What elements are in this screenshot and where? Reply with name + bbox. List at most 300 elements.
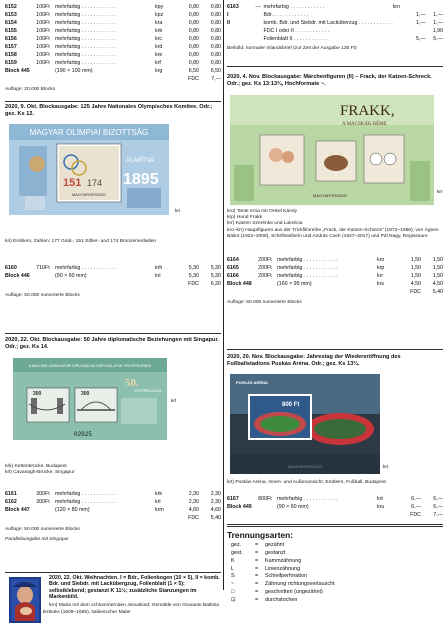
stamp-number: 6155 [5, 28, 17, 34]
price-used: 0,80 [210, 4, 221, 10]
price-mint: 5,30 [188, 265, 199, 271]
diplomatic-block-image [13, 358, 167, 440]
price-used: 1,— [433, 12, 443, 18]
stadium-list [227, 495, 443, 519]
leader-dots: . . . . . . . . . . . . [80, 36, 116, 42]
face-value: 100 [36, 28, 45, 34]
fairytale-caption-line: kro) Tante Irma mit Onkel Károly [227, 209, 298, 214]
leader-dots: . . . . . . . . . . . . [80, 20, 116, 26]
stamp-number: 6167 [227, 496, 239, 502]
face-value: 100 [36, 12, 45, 18]
currency: — [255, 4, 261, 10]
motif-code [393, 27, 409, 35]
block-445-section [5, 3, 221, 93]
fdc-price: 5,40 [432, 289, 443, 295]
block-number: Block 448 [227, 281, 252, 287]
price-mint: 0,80 [188, 12, 199, 18]
stadium-face: 800 Ft [282, 402, 300, 408]
stamp-description [264, 35, 393, 43]
price-mint: 6,— [411, 496, 421, 502]
stamp-row [227, 19, 443, 27]
separator [227, 349, 443, 350]
block-size: (120 × 80 mm) [55, 507, 90, 513]
price-mint: 0,80 [188, 36, 199, 42]
fairytale-list [227, 256, 443, 306]
olympic-section [5, 104, 221, 117]
block-size: (90 × 60 mm) [277, 504, 309, 510]
fairytale-country: MAGYARORSZÁG [313, 193, 347, 198]
legend-equals: = [255, 557, 259, 564]
motif-code: kru [377, 504, 385, 510]
legend-symbol: □ [231, 589, 235, 596]
price-used: 5,— [433, 36, 443, 42]
description-text: mehrfarbig [55, 491, 81, 497]
fdc-label: FDC [410, 289, 421, 295]
price-mint: 1,— [416, 12, 426, 18]
face-value [246, 35, 255, 43]
fdc-row [5, 75, 221, 83]
stamp-row [5, 27, 221, 35]
christmas-section [49, 575, 221, 616]
currency: Ft [45, 28, 50, 34]
legend-section [227, 530, 443, 605]
spacer [227, 288, 377, 296]
christmas-stamp-image [9, 577, 41, 623]
stamp-number: 6164 [227, 257, 239, 263]
legend-symbol: ⊡ [231, 596, 236, 603]
motif-code [393, 19, 409, 27]
motif-code: kra [155, 20, 163, 26]
block-row [5, 67, 221, 75]
currency [255, 35, 263, 43]
stamp-description [55, 27, 155, 35]
stamp-row [227, 3, 443, 11]
diplomatic-header: 2020, 22. Okt. Blockausgabe: 50 Jahre diplomatische Beziehungen mit Singapur. Odr.; gez. Ks 14. [5, 337, 219, 350]
price-used: 1,90 [432, 28, 443, 34]
leader-dots: . . . . . . . . . . . . [80, 4, 116, 10]
stamp-row [5, 498, 221, 506]
stamp-description [264, 3, 393, 11]
legend-text: Schleifperforation [265, 573, 307, 580]
fairytale-subtitle: A MACSKÁK RÉME [342, 122, 387, 127]
block-size: (90 × 60 mm) [55, 273, 87, 279]
description-text: mehrfarbig [55, 28, 81, 34]
motif-code: krl [155, 499, 161, 505]
stamp-number [227, 35, 246, 43]
olympic-country: MAGYARORSZÁG [72, 192, 106, 197]
legend-equals: = [255, 596, 259, 603]
price-mint: 6,50 [188, 68, 199, 74]
stamp-description [55, 19, 155, 27]
block-row [227, 503, 443, 511]
price-mint: 4,50 [410, 281, 421, 287]
face-value [246, 27, 255, 35]
fdc-label: FDC [188, 76, 199, 82]
description-text: mehrfarbig [55, 20, 81, 26]
motif-code: krt [377, 496, 383, 502]
currency: Ft [45, 499, 50, 505]
description-text: mehrfarbig [55, 4, 81, 10]
block-row [227, 280, 443, 288]
block-number: Block 446 [5, 273, 30, 279]
legend-row [227, 558, 335, 566]
leader-dots: . . . . . . . . . . . . [288, 4, 325, 10]
face-value [246, 19, 255, 27]
description-text: mehrfarbig [277, 496, 303, 502]
price-mint: 0,80 [188, 28, 199, 34]
stamp-number: 6157 [5, 44, 17, 50]
diplomatic-kri: krl [171, 399, 177, 404]
stamp-row [227, 35, 443, 43]
stamp-description [264, 27, 393, 35]
price-mint: 1,— [416, 20, 426, 26]
stamp-row [227, 27, 443, 35]
description-text: mehrfarbig [55, 36, 81, 42]
block-row [5, 272, 221, 280]
stadium-caption: krt) Puskás Aréna, Innen- und Außenansicht, Emblem, Fußball, Budapest [227, 480, 386, 485]
stamp-description [55, 43, 155, 51]
price-mint: 2,30 [188, 499, 199, 505]
legend-text: Kammzähnung [265, 557, 302, 564]
fdc-price: 6,20 [210, 281, 221, 287]
stamp-number: 6152 [5, 4, 17, 10]
diplomatic-caption-line: krl) Cavanagh-Brücke, Singapur [5, 470, 75, 476]
price-mint: 4,60 [188, 507, 199, 513]
fdc-label: FDC [410, 512, 421, 518]
currency: Ft [267, 265, 272, 271]
stamp-row [227, 11, 443, 19]
stamp-description [55, 3, 155, 11]
leader-dots: . . . . . . . . . . . . [80, 265, 116, 271]
stamp-description [277, 264, 377, 272]
price-mint: 1,50 [410, 265, 421, 271]
face-value: 100 [36, 60, 45, 66]
block-number: Block 449 [227, 504, 252, 510]
fdc-price: 7,— [433, 512, 443, 518]
stamp-row [5, 51, 221, 59]
legend-equals: = [255, 581, 259, 588]
face-value: 100 [36, 4, 45, 10]
price-used: 6,— [433, 496, 443, 502]
price-mint: 1,50 [410, 257, 421, 263]
fdc-row [227, 288, 443, 296]
legend-row [227, 550, 335, 558]
stamp-row [227, 264, 443, 272]
description-text: mehrfarbig [55, 499, 81, 505]
legend-row [227, 589, 335, 597]
face-value [246, 11, 255, 19]
currency: Ft [45, 20, 50, 26]
description-text: mehrfarbig [55, 52, 81, 58]
christmas-cont-note: Beifolld: normaler Inlandsbrief (zur Zeit der Ausgabe 135 Ft) [227, 46, 357, 51]
stamp-row [5, 19, 221, 27]
legend-equals: = [255, 550, 259, 557]
price-mint: 0,80 [188, 52, 199, 58]
price-mint: 5,— [416, 36, 426, 42]
column-divider [223, 0, 224, 590]
christmas-header: 2020, 22. Okt. Weihnachten. I = Bdr., Folienbogen (10 × 5), II = komb. Bdr. und Siebdr. mit Lackübergzug, Folienblatt (1 × 5); selbstklebend; gestanzt K 11½; zusätzliche Stanzungen im Markenbild. [49, 575, 220, 601]
fairytale-caption-line: krp) Hund Frakk [227, 215, 263, 221]
description-text: Bdr. [263, 12, 273, 18]
stamp-row [5, 3, 221, 11]
christmas-kri: krn [43, 610, 50, 615]
price-used: 5,30 [210, 265, 221, 271]
price-mint: 0,80 [188, 44, 199, 50]
currency: Ft [45, 36, 50, 42]
leader-dots: . . . . . . . . . . . . [272, 12, 309, 18]
legend-row [227, 573, 335, 581]
motif-code: krg [155, 68, 163, 74]
stamp-description [55, 498, 155, 506]
price-used: 5,30 [210, 273, 221, 279]
motif-code: krs [377, 281, 385, 287]
legend-equals: = [255, 542, 259, 549]
olympic-title-text: MAGYAR OLIMPIAI BIZOTTSÁG [29, 128, 149, 137]
stamp-number: 6165 [227, 265, 239, 271]
price-mint: 5,30 [188, 273, 199, 279]
stamp-description [55, 490, 155, 498]
description-text: komb. Bdr. und Siebdr. mit Lacküberzug [263, 20, 358, 26]
motif-code [393, 11, 409, 19]
price-mint: 0,80 [188, 60, 199, 66]
stamp-row [5, 35, 221, 43]
stadium-section [227, 354, 443, 367]
leader-dots: . . . . . . . . . . . . [80, 44, 116, 50]
legend-symbol: ~ [231, 581, 235, 588]
face-value: 800 [258, 496, 267, 502]
fairytale-caption [227, 209, 443, 240]
price-used: 0,80 [210, 60, 221, 66]
description-text: mehrfarbig [55, 60, 81, 66]
olympic-year: 1895 [123, 171, 159, 188]
stamp-description [55, 264, 155, 272]
leader-dots: . . . . . . . . . . . . [80, 499, 116, 505]
fdc-price: 7,— [211, 76, 221, 82]
legend-text: Linienzähnung [265, 565, 301, 572]
face-value: 100 [36, 52, 45, 58]
face-value: 200 [258, 257, 267, 263]
motif-code: krd [155, 44, 163, 50]
currency: Ft [45, 4, 50, 10]
block-number: Block 445 [5, 68, 30, 74]
stamp-description [277, 495, 377, 503]
leader-dots: . . . . . . . . . . . . [80, 12, 116, 18]
price-mint [409, 27, 426, 35]
motif-code: kro [377, 257, 385, 263]
stamp-number: I [227, 12, 229, 18]
motif-code: krc [155, 36, 163, 42]
fdc-label: FDC [188, 515, 199, 521]
block-number: Block 447 [5, 507, 30, 513]
legend-row [227, 597, 335, 605]
legend-equals: = [255, 573, 259, 580]
price-used: 2,30 [210, 491, 221, 497]
stamp-description [55, 11, 155, 19]
description-text: mehrfarbig [277, 273, 303, 279]
diplomatic-caption [5, 464, 221, 476]
legend-text: durchstochen [265, 596, 298, 603]
stamp-description [55, 35, 155, 43]
legend-title: Trennungsarten: [227, 530, 294, 540]
motif-code: kre [155, 52, 163, 58]
fairytale-block-image [230, 95, 434, 205]
face-value: 710 [36, 265, 45, 271]
description-text: mehrfarbig [55, 265, 81, 271]
description-text: mehrfarbig [55, 44, 81, 50]
olympic-n2: 174 [87, 178, 103, 188]
face-value: 200 [258, 265, 267, 271]
stamp-number: 6162 [5, 499, 17, 505]
legend-symbol: gest. [231, 550, 243, 557]
christmas-caption: krn) Maria mit dem schlummernden Jesuskind; Gemälde von Giovanni Battista Salvi (1609–1685), italienischer Maler [49, 603, 220, 615]
currency: Ft [267, 273, 272, 279]
stamp-number: 6166 [227, 273, 239, 279]
legend-row [227, 566, 335, 574]
stamp-description [277, 272, 377, 280]
motif-code: krm [155, 507, 164, 513]
price-used: 0,80 [210, 44, 221, 50]
diplomatic-caption-line: krk) Kettenbrücke, Budapest [5, 464, 67, 469]
description-text: mehrfarbig [263, 4, 289, 10]
stamp-description [55, 59, 155, 67]
stamp-row [5, 11, 221, 19]
legend-equals: = [255, 589, 259, 596]
separator [227, 66, 443, 67]
fdc-row [227, 511, 443, 519]
currency [255, 11, 263, 19]
description-text: Folienblatt II [263, 36, 293, 42]
price-mint: 2,30 [188, 491, 199, 497]
fairytale-note: Auflage: 50.000 numerierte Blocks [227, 300, 302, 305]
motif-code: krb [155, 28, 163, 34]
motif-code: kri [155, 273, 161, 279]
motif-code [393, 35, 409, 43]
motif-code: krk [155, 491, 163, 497]
price-used: 0,80 [210, 20, 221, 26]
leader-dots: . . . . . . . . . . . . [80, 60, 116, 66]
currency: Ft [45, 12, 50, 18]
price-used: 2,30 [210, 499, 221, 505]
leader-dots: . . . . . . . . . . . . [80, 28, 116, 34]
stadium-kri: krt [383, 465, 389, 470]
leader-dots: . . . . . . . . . . . . [302, 496, 338, 502]
block-row [5, 506, 221, 514]
separator [227, 526, 443, 527]
block-445-note: Auflage: 20.000 Blocks [5, 87, 56, 92]
diplomatic-list [5, 490, 221, 543]
legend-symbol: gez. [231, 542, 242, 549]
price-used: 1,50 [432, 257, 443, 263]
olympic-header: 2020, 9. Okt. Blockausgabe: 125 Jahre Nationales Olympisches Komitee. Odr.; gez. Ks 12. [5, 104, 213, 117]
diplomatic-parallel: Parallelausgabe mit Singapur [5, 537, 69, 543]
olympic-list [5, 264, 221, 299]
legend-symbol: L [231, 565, 234, 572]
currency: Ft [267, 257, 272, 263]
stamp-row [227, 256, 443, 264]
legend-row [227, 581, 335, 589]
stamp-number: 6159 [5, 60, 17, 66]
legend-equals: = [255, 565, 259, 572]
stamp-number: 6154 [5, 20, 17, 26]
description-text: mehrfarbig [277, 257, 303, 263]
leader-dots: . . . . . . . . . . . . [293, 28, 330, 34]
price-used: 4,50 [432, 281, 443, 287]
price-used: 1,50 [432, 273, 443, 279]
christmas-cont-section [227, 3, 443, 52]
price-used: 1,— [433, 20, 443, 26]
price-mint: 6,— [411, 504, 421, 510]
price-mint: 0,80 [188, 20, 199, 26]
fdc-price: 5,40 [210, 515, 221, 521]
legend-text: Zähnung richtungsvertauscht [265, 581, 335, 588]
currency: Ft [45, 491, 50, 497]
legend-symbol: S [231, 573, 235, 580]
price-used: 6,— [433, 504, 443, 510]
motif-code: krh [155, 265, 163, 271]
currency: Ft [45, 60, 50, 66]
block-size: (160 × 95 mm) [277, 281, 312, 287]
price-used: 6,50 [210, 68, 221, 74]
price-mint: 1,50 [410, 273, 421, 279]
leader-dots: . . . . . . . . . . . . [302, 257, 338, 263]
leader-dots: . . . . . . . . . . . . [302, 265, 338, 271]
stadium-header: 2020, 20. Nov. Blockausgabe: Jahrestag der Wiedereröffnung des Fußballstadions Puskás Aréna. Odr.; gez. Ks 13¾. [227, 354, 401, 367]
stamp-row [5, 43, 221, 51]
block-445-table [5, 3, 221, 83]
diplomatic-anniv: 50. [125, 377, 139, 389]
olympic-kri: kri [175, 209, 181, 214]
price-used: 0,80 [210, 28, 221, 34]
face-value: 300 [36, 499, 45, 505]
fdc-row [5, 280, 221, 288]
spacer [5, 514, 155, 522]
motif-code: kpz [155, 12, 164, 18]
motif-code: kpy [155, 4, 164, 10]
olympic-alapitva: ALAPÍTVA [126, 158, 155, 164]
stamp-row [5, 264, 221, 272]
spacer [5, 75, 155, 83]
leader-dots: . . . . . . . . . . . . [357, 20, 393, 26]
leader-dots: . . . . . . . . . . . . [80, 52, 116, 58]
block-size: (190 × 100 mm) [55, 68, 93, 74]
price-used: 0,80 [210, 12, 221, 18]
olympic-note: Auflage: 50.000 numerierte Blocks [5, 293, 80, 298]
motif-code: krr [377, 273, 384, 279]
separator [5, 333, 221, 334]
currency: Ft [267, 496, 272, 502]
stamp-description [55, 51, 155, 59]
stamp-number: 6163 [227, 4, 239, 10]
fairytale-caption-extra: kro–krr) Hauptfiguren aus der Trickfilmreihe „Frack, der Katzen-Schreck“ (1972–1986); von Ágnes Bálint (1922–2008), Schriftstellerin und András Cseh (1927–2017) und Pál Nagy, Regisseure [227, 227, 439, 239]
fairytale-caption-line: krr) Katzen Szerénke und Lukrécia [227, 221, 303, 227]
diplomatic-face-2: 300 [81, 391, 90, 397]
stamp-number: 6153 [5, 12, 17, 18]
diplomatic-anniv2: ÉVFORDULÓJA [135, 389, 162, 393]
motif-code: krf [155, 60, 161, 66]
stamp-description [277, 256, 377, 264]
stamp-number: 6156 [5, 36, 17, 42]
fdc-row [5, 514, 221, 522]
diplomatic-title-text: A MAGYAR–SZINGAPÚRI DIPLOMÁCIAI KAPCSOLATOK FELVÉTELÉNEK [28, 364, 152, 368]
currency: Ft [45, 44, 50, 50]
stamp-row [5, 490, 221, 498]
stamp-number: 6160 [5, 265, 17, 271]
face-value: 200 [258, 273, 267, 279]
stamp-row [227, 272, 443, 280]
currency [255, 19, 263, 27]
fairytale-kri: krr [437, 190, 443, 195]
stamp-description [264, 11, 393, 19]
